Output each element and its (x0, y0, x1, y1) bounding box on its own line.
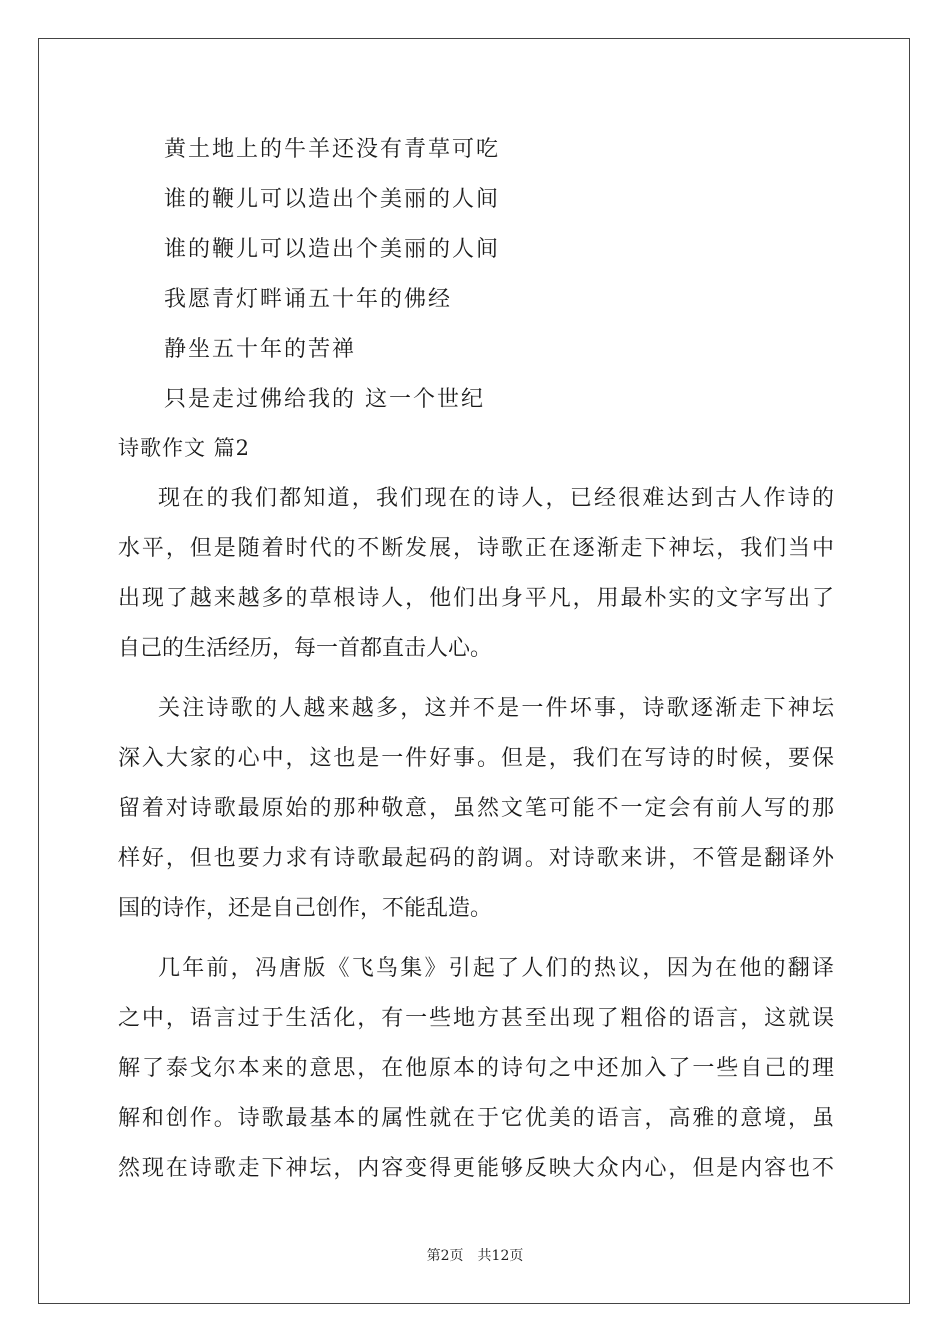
poem-line: 静坐五十年的苦禅 (164, 337, 357, 362)
paragraph-line: 水平，但是随着时代的不断发展，诗歌正在逐渐走下神坛，我们当中 (118, 536, 834, 561)
paragraph-line: 国的诗作，还是自己创作，不能乱造。 (118, 896, 493, 921)
poem-line: 黄土地上的牛羊还没有青草可吃 (164, 137, 501, 162)
poem-line: 谁的鞭儿可以造出个美丽的人间 (164, 237, 501, 262)
paragraph-line: 解了泰戈尔本来的意思，在他原本的诗句之中还加入了一些自己的理 (118, 1056, 834, 1081)
poem-line: 只是走过佛给我的 这一个世纪 (164, 387, 485, 412)
section-heading: 诗歌作文 篇2 (118, 436, 251, 460)
poem-line: 谁的鞭儿可以造出个美丽的人间 (164, 187, 501, 212)
paragraph-line: 现在的我们都知道，我们现在的诗人，已经很难达到古人作诗的 (158, 486, 834, 511)
paragraph-line: 样好，但也要力求有诗歌最起码的韵调。对诗歌来讲，不管是翻译外 (118, 846, 834, 871)
paragraph (118, 474, 834, 674)
poem-block (164, 127, 500, 427)
paragraph (118, 684, 834, 934)
paragraph (118, 944, 834, 1194)
poem-line: 我愿青灯畔诵五十年的佛经 (164, 287, 453, 312)
essay-body (118, 474, 834, 1204)
paragraph-line: 留着对诗歌最原始的那种敬意，虽然文笔可能不一定会有前人写的那 (118, 796, 834, 821)
paragraph-line: 出现了越来越多的草根诗人，他们出身平凡，用最朴实的文字写出了 (118, 586, 834, 611)
page-footer: 第2页 共12页 (426, 1248, 524, 1264)
paragraph-line: 自己的生活经历，每一首都直击人心。 (118, 636, 493, 661)
paragraph-line: 深入大家的心中，这也是一件好事。但是，我们在写诗的时候，要保 (118, 746, 834, 771)
paragraph-line: 解和创作。诗歌最基本的属性就在于它优美的语言，高雅的意境，虽 (118, 1106, 834, 1131)
paragraph-line: 关注诗歌的人越来越多，这并不是一件坏事，诗歌逐渐走下神坛 (158, 696, 834, 721)
paragraph-line: 几年前，冯唐版《飞鸟集》引起了人们的热议，因为在他的翻译 (158, 956, 834, 981)
paragraph-line: 之中，语言过于生活化，有一些地方甚至出现了粗俗的语言，这就误 (118, 1006, 834, 1031)
paragraph-line: 然现在诗歌走下神坛，内容变得更能够反映大众内心，但是内容也不 (118, 1156, 834, 1181)
